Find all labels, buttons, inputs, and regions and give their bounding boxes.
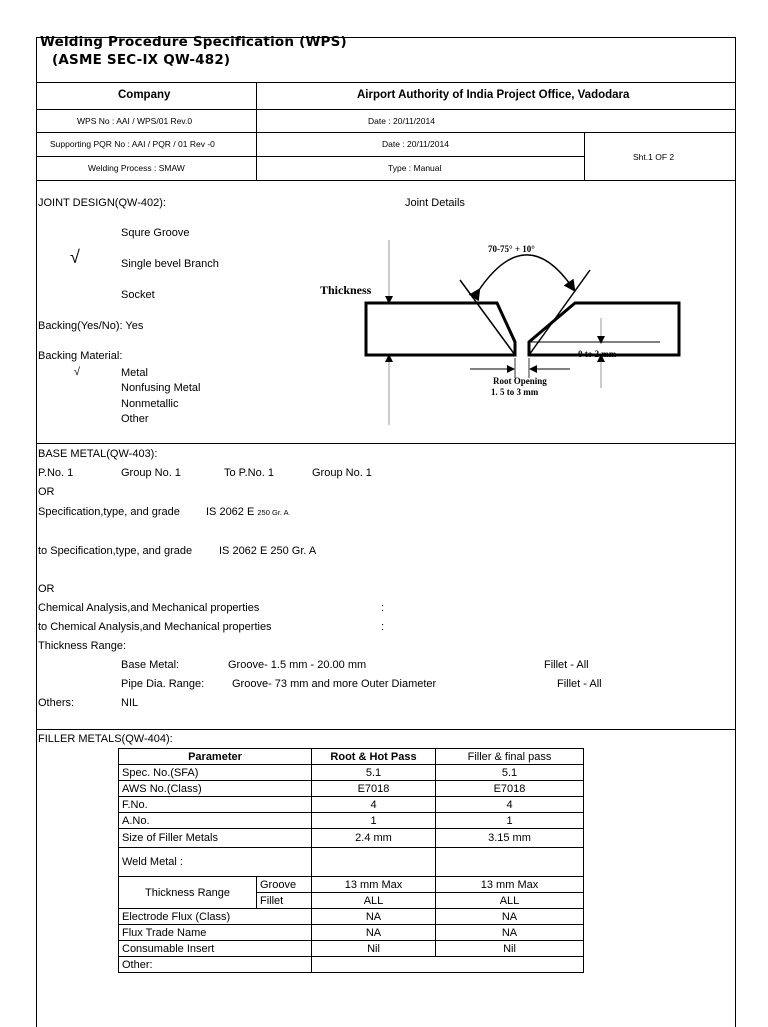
groove-option: Squre Groove [121,227,190,239]
pipe-dia-fillet: Fillet - All [557,678,602,690]
pqr-number: Supporting PQR No : AAI / PQR / 01 Rev -0 [50,139,215,149]
root-opening-label: Root Opening [493,376,547,386]
group-number-1: Group No. 1 [121,467,181,479]
joint-design-heading: JOINT DESIGN(QW-402): [38,197,166,209]
backing-option: Nonfusing Metal [121,382,201,394]
angle-arc [477,255,572,293]
table-row: Fillet ALL ALL [119,893,584,909]
divider [36,109,736,110]
or-label: OR [38,486,55,498]
table-row: Thickness Range Groove 13 mm Max 13 mm Max [119,877,584,893]
filler-metals-heading: FILLER METALS(QW-404): [38,733,173,745]
table-row: A.No. 1 1 [119,813,584,829]
pqr-date: Date : 20/11/2014 [382,139,449,149]
or-label: OR [38,583,55,595]
col-filler-final-pass: Filler & final pass [436,749,584,765]
spec-value: IS 2062 E 250 Gr. A [206,506,289,518]
table-row: Consumable Insert Nil Nil [119,941,584,957]
backing-option: Nonmetallic [121,398,179,410]
others-value: NIL [121,697,139,709]
table-row: Spec. No.(SFA) 5.1 5.1 [119,765,584,781]
to-spec-value: IS 2062 E 250 Gr. A [219,545,317,557]
divider [36,729,736,730]
sheet-number: Sht.1 OF 2 [633,152,675,162]
welding-process: Welding Process : SMAW [88,163,185,173]
check-mark-icon: √ [70,247,80,267]
col-parameter: Parameter [119,749,312,765]
divider [36,156,584,157]
table-header-row [119,749,584,765]
joint-details-label: Joint Details [405,197,465,209]
divider [36,180,736,181]
base-metal-label: Base Metal: [121,659,180,671]
check-mark-icon: √ [74,366,81,378]
angle-label: 70-75° + 10° [488,244,535,254]
base-metal-groove: Groove- 1.5 mm - 20.00 mm [228,659,367,671]
others-label: Others: [38,697,75,709]
company-value: Airport Authority of India Project Office, Vadodara [357,89,630,101]
joint-diagram [300,230,720,440]
table-row: Electrode Flux (Class) NA NA [119,909,584,925]
p-number-1: P.No. 1 [38,467,74,479]
thickness-label: Thickness [320,283,372,297]
to-chem-colon: : [381,621,385,633]
table-row: Weld Metal : [119,848,584,877]
to-p-number: To P.No. 1 [224,467,274,479]
table-row: Flux Trade Name NA NA [119,925,584,941]
document-subtitle: (ASME SEC-IX QW-482) [52,52,231,68]
pipe-dia-label: Pipe Dia. Range: [121,678,205,690]
groove-option: Single bevel Branch [121,258,219,270]
wps-date: Date : 20/11/2014 [368,116,435,126]
backing-option: Other [121,413,149,425]
company-label: Company [118,89,171,101]
to-chem-label: to Chemical Analysis,and Mechanical properties [38,621,272,633]
table-row: Size of Filler Metals 2.4 mm 3.15 mm [119,829,584,848]
divider [36,443,736,444]
wps-number: WPS No : AAI / WPS/01 Rev.0 [77,116,193,126]
filler-metals-table [118,748,584,973]
table-row: F.No. 4 4 [119,797,584,813]
backing-option: Metal [121,367,148,379]
base-metal-heading: BASE METAL(QW-403): [38,448,158,460]
divider [584,132,585,180]
pipe-dia-groove: Groove- 73 mm and more Outer Diameter [232,678,437,690]
to-spec-label: to Specification,type, and grade [38,545,193,557]
gap-label: 0 to 2 mm [578,349,617,359]
document-title: Welding Procedure Specification (WPS) [40,34,347,50]
plate-right [529,303,679,355]
divider [36,132,736,133]
welding-type: Type : Manual [388,163,442,173]
thickness-range-label: Thickness Range: [38,640,127,652]
group-number-2: Group No. 1 [312,467,372,479]
backing: Backing(Yes/No): Yes [38,320,144,332]
table-row: AWS No.(Class) E7018 E7018 [119,781,584,797]
backing-material-label: Backing Material: [38,350,123,362]
chem-colon: : [381,602,385,614]
spec-label: Specification,type, and grade [38,506,180,518]
divider [256,82,257,180]
groove-option: Socket [121,289,155,301]
col-root-hot-pass: Root & Hot Pass [312,749,436,765]
divider [36,82,736,83]
chem-label: Chemical Analysis,and Mechanical properties [38,602,260,614]
plate-left [366,303,515,355]
root-opening-value: 1. 5 to 3 mm [491,387,539,397]
base-metal-fillet: Fillet - All [544,659,589,671]
table-row: Other: [119,957,584,973]
